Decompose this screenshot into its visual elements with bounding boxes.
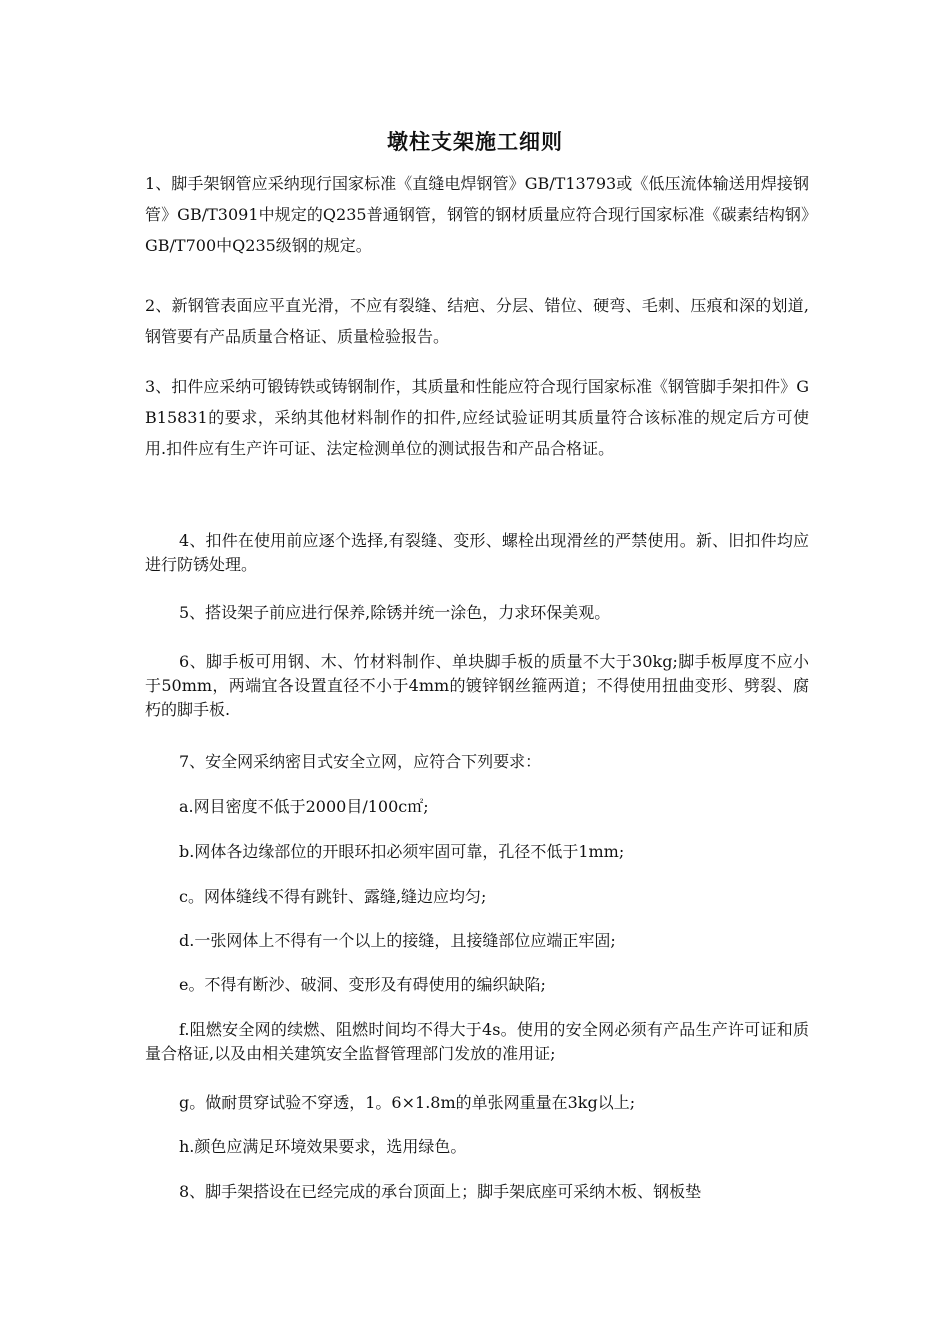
list-item-h: h.颜色应满足环境效果要求，选用绿色。	[179, 1137, 467, 1156]
list-item-f: f.阻燃安全网的续燃、阻燃时间均不得大于4s。使用的安全网必须有产品生产许可证和质量合格证,以及由相关建筑安全监督管理部门发放的准用证;	[145, 1020, 809, 1063]
paragraph-4: 4、扣件在使用前应逐个选择,有裂缝、变形、螺栓出现滑丝的严禁使用。新、旧扣件均应进行防锈处理。	[145, 531, 809, 574]
document-title: 墩柱支架施工细则	[387, 130, 563, 154]
paragraph-2: 2、新钢管表面应平直光滑，不应有裂缝、结疤、分层、错位、硬弯、毛刺、压痕和深的划道,钢管要有产品质量合格证、质量检验报告。	[145, 296, 809, 346]
paragraph-1: 1、脚手架钢管应采纳现行国家标准《直缝电焊钢管》GB/T13793或《低压流体输送用焊接钢管》GB/T3091中规定的Q235普通钢管，钢管的钢材质量应符合现行国家标准《碳素结构钢》GB/T700中Q235级钢的规定。	[145, 174, 809, 255]
paragraph-8: 8、脚手架搭设在已经完成的承台顶面上；脚手架底座可采纳木板、钢板垫	[179, 1182, 702, 1201]
paragraph-7: 7、安全网采纳密目式安全立网，应符合下列要求：	[179, 752, 542, 771]
paragraph-3: 3、扣件应采纳可锻铸铁或铸钢制作，其质量和性能应符合现行国家标准《钢管脚手架扣件》GB15831的要求，采纳其他材料制作的扣件,应经试验证明其质量符合该标准的规定后方可使用.扣件应有生产许可证、法定检测单位的测试报告和产品合格证。	[145, 377, 809, 458]
list-item-b: b.网体各边缘部位的开眼环扣必须牢固可靠，孔径不低于1mm;	[179, 842, 625, 861]
list-item-e: e。不得有断沙、破洞、变形及有碍使用的编织缺陷;	[179, 975, 546, 994]
list-item-g: g。做耐贯穿试验不穿透，1。6×1.8m的单张网重量在3kg以上;	[179, 1093, 636, 1112]
list-item-d: d.一张网体上不得有一个以上的接缝，且接缝部位应端正牢固;	[179, 931, 616, 950]
paragraph-6: 6、脚手板可用钢、木、竹材料制作、单块脚手板的质量不大于30kg;脚手板厚度不应小于50mm，两端宜各设置直径不小于4mm的镀锌钢丝箍两道；不得使用扭曲变形、劈裂、腐朽的脚手板.	[145, 652, 809, 719]
list-item-a: a.网目密度不低于2000目/100c㎡;	[179, 797, 429, 816]
list-item-c: c。网体缝线不得有跳针、露缝,缝边应均匀;	[179, 887, 487, 906]
paragraph-5: 5、搭设架子前应进行保养,除锈并统一涂色，力求环保美观。	[179, 603, 611, 622]
